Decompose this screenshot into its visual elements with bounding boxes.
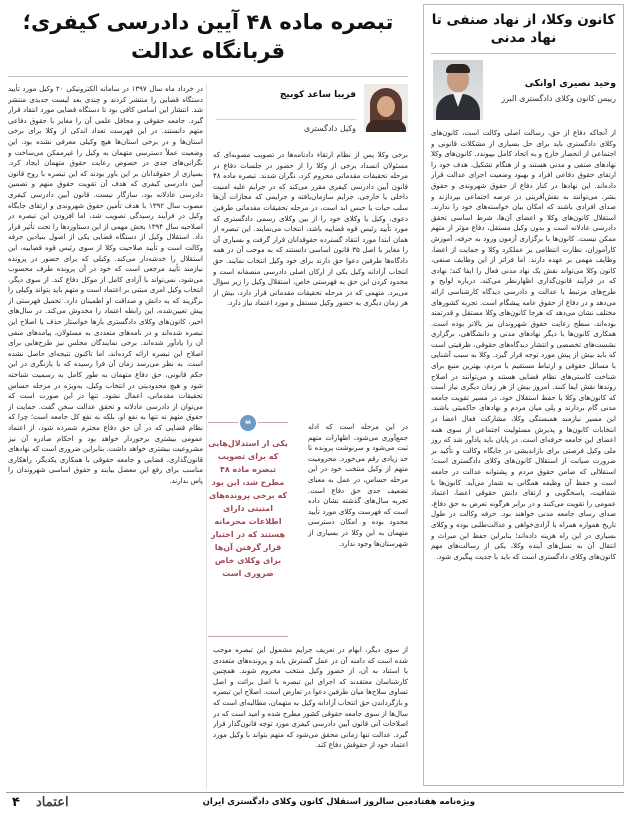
author-photo [364, 84, 408, 132]
article-body-left: در خرداد ماه سال ۱۳۹۷ در سامانه الکترونیکی ۲۰ وکیل مورد تأیید دستگاه قضایی را منتشر کردند و چندی بعد لیست جدیدی منتشر شد. انتشار این اسامی کافی بود تا دستگاه قضایی مورد انتقاد قرار گیرد. جامعه حقوقی و محافل علمی آن را مغایر با حقوق دفاعی متهم دانستند. در این فهرست تعداد اندکی از وکلا برای برخی استان‌ها و در برخی استان‌ها هیچ وکیلی معرفی نشده بود. این وضعیت عملاً دسترسی متهمان به وکیل را غیرممکن می‌ساخت و نگرانی‌های جدی در خصوص رعایت حقوق متهمان ایجاد کرد. بسیاری از حقوقدانان بر این باور بودند که این تبصره با روح قانون آیین دادرسی کیفری که هدف آن تقویت حقوق متهم و تضمین دادرسی عادلانه بود، سازگار نیست. قانون آیین دادرسی کیفری مصوب سال ۱۳۹۲ با هدف تأمین حقوق شهروندی و ارتقای جایگاه وکیل در فرآیند رسیدگی تصویب شد، اما افزودن این تبصره در اصلاحیه سال ۱۳۹۴ بخش مهمی از این دستاوردها را تحت تأثیر قرار داد. استقلال وکیل از دستگاه قضایی یکی از اصول بنیادین حرفه وکالت است و تأیید صلاحیت وکلا از سوی رئیس قوه قضاییه، این استقلال را خدشه‌دار می‌کند. وکیلی که برای حضور در پرونده نیازمند تأیید مرجعی است که خود در آن پرونده طرف محسوب می‌شود، نمی‌تواند با آزادی کامل از موکل دفاع کند. از سوی دیگر، انتخاب وکیل امری مبتنی بر اعتماد است و متهم باید بتواند وکیلی را برگزیند که به دانش و صداقت او اطمینان دارد. تحمیل فهرستی از پیش تعیین‌شده، این رابطه اعتماد را مخدوش می‌کند. در سال‌های اخیر، کانون‌های وکلای دادگستری بارها خواستار حذف یا اصلاح این تبصره شده‌اند و در نامه‌های متعددی به مسئولان، پیامدهای منفی آن را یادآور شده‌اند. برخی نمایندگان مجلس نیز طرح‌هایی برای اصلاح این تبصره ارائه کرده‌اند، اما تاکنون نتیجه‌ای حاصل نشده است. به نظر می‌رسد زمان آن فرا رسیده که با بازنگری در این حکم قانونی، حق دفاع متهمان به طور کامل به رسمیت شناخته شود و هیچ محدودیتی در انتخاب وکیل، به‌ویژه در مرحله حساس تحقیقات مقدماتی، اعمال نشود. تنها در این صورت است که می‌توان از دادرسی عادلانه و تحقق عدالت سخن گفت. حمایت از حقوق متهم نه تنها به نفع او، بلکه به نفع کل جامعه است؛ چرا که نظام قضایی که در آن حق دفاع محترم شمرده شود، از اعتماد عمومی بیشتری برخوردار خواهد بود و احکام صادره آن نیز مشروعیت بیشتری خواهد داشت. بنابراین ضروری است که نهادهای قانون‌گذاری، قضایی و جامعه حقوقی با همکاری یکدیگر، راهکاری مناسب برای رفع این معضل بیابند و حقوق اساسی شهروندان را پاس بدارند. [8, 85, 203, 485]
author-photo [433, 60, 483, 120]
byline-divider [216, 119, 356, 120]
article-body-bottom: از سوی دیگر، ابهام در تعریف جرایم مشمول این تبصره موجب شده است که دامنه آن در عمل گسترش یابد و پرونده‌های متعددی با استناد به آن، از حضور وکیل منتخب محروم شوند. همچنین کارشناسان معتقدند که اجرای این تبصره با اصل برائت و اصل تساوی سلاح‌ها میان طرفین دعوا در تعارض است. اصلاح این تبصره و بازگرداندن حق انتخاب آزادانه وکیل به متهمان، مطالبه‌ای است که سال‌ها از سوی جامعه حقوقی کشور مطرح شده و امید است که در اصلاحات آتی قانون آیین دادرسی کیفری مورد توجه قانون‌گذار قرار گیرد. عدالت تنها زمانی محقق می‌شود که متهم بتواند با وکیل مورد اعتماد خود از حقوقش دفاع کند. [213, 646, 408, 750]
opinion-column [423, 4, 624, 786]
opinion-title: کانون وکلا، از نهاد صنفی تا نهاد مدنی [431, 12, 616, 46]
author-name: فریبا ساعد کوبیج [279, 90, 356, 100]
page-number: ۴ [12, 795, 20, 810]
main-headline: تبصره ماده ۴۸ آیین دادرسی کیفری؛ قربانگاه عدالت [22, 10, 394, 63]
publication-name: ویژه‌نامه هفتادمین سالروز استقلال کانون وکلای دادگستری ایران [202, 797, 475, 807]
main-byline [213, 84, 408, 146]
quote-icon: ❝ [238, 413, 258, 433]
headline-divider [8, 76, 408, 77]
author-role: رییس کانون وکلای دادگستری البرز [501, 94, 616, 103]
pull-quote [208, 418, 288, 637]
newspaper-logo: اعتماد [36, 795, 69, 810]
title-divider [431, 53, 616, 54]
opinion-body: از آنجاکه دفاع از حق، رسالت اصلی وکالت است، کانون‌های وکلای دادگستری باید برای حل بسیاری از مشکلات قانونی و اجتماعی از انحصار خارج و به اتحاد کامل بپیوندد. کانون‌های وکلا نهادهای صنفی و مدنی هستند و از هنگام تشکیل، هدف خود را ارتقای حقوق دفاعی افراد و بهبود وضعیت اجرای عدالت قرار داده‌اند. این نهادها در کنار دفاع از حقوق شهروندی و حقوق بشر، می‌توانند به نقش‌آفرینی در عرصه اجتماعی بپردازند و صدای افرادی باشند که امکان بیان خواسته‌های خود را ندارند. استقلال کانون‌های وکلا و اعضای آن‌ها، شرط اساسی تحقق دادرسی عادلانه است و بدون وکیل مستقل، دفاع مؤثر از متهم ممکن نیست. کانون‌ها با برگزاری آزمون ورود به حرفه، آموزش کارآموزان، نظارت انتظامی بر عملکرد وکلا و حمایت از اعضا، وظایف مهمی بر عهده دارند. اما فراتر از این وظایف صنفی، کانون وکلا می‌تواند نقش یک نهاد مدنی فعال را ایفا کند؛ نهادی که در فرآیند قانون‌گذاری اظهارنظر می‌کند، درباره لوایح و طرح‌های مرتبط با عدالت و دادرسی دیدگاه کارشناسی ارائه می‌دهد و در دفاع از حقوق عامه پیشگام است. تجربه کشورهای مختلف نشان می‌دهد که هرجا کانون‌های وکلا مستقل و قدرتمند بوده‌اند، سطح رعایت حقوق شهروندان نیز بالاتر بوده است. همکاری کانون‌ها با دیگر نهادهای مدنی و دانشگاهی، برگزاری نشست‌های تخصصی و انتشار دیدگاه‌های حقوقی، ظرفیتی است که باید بیش از پیش مورد توجه قرار گیرد. وکلا به سبب آشنایی با مسائل حقوقی و ارتباط مستقیم با مردم، بهترین منبع برای شناخت کاستی‌های نظام قضایی هستند و می‌توانند در اصلاح روندها نقش ایفا کنند. امروز بیش از هر زمان دیگری نیاز است که کانون‌های وکلا با حفظ استقلال خود، در مسیر تقویت جامعه مدنی گام بردارند و پلی میان مردم و نهادهای حاکمیتی باشند. این مسیر نیازمند همبستگی وکلا، مشارکت فعال اعضا در انتخابات کانون‌ها و پذیرش مسئولیت اجتماعی از سوی همه اعضای این جامعه حرفه‌ای است. در پایان باید یادآور شد که روز ملی وکیل فرصتی برای بازاندیشی در جایگاه وکالت و تأکید بر ضرورت صیانت از استقلال کانون‌های وکلای دادگستری است؛ استقلالی که ضامن حقوق مردم و پشتوانه عدالت در جامعه است و حفظ آن وظیفه همگانی به شمار می‌آید. کانون‌ها با شفافیت، پاسخگویی و ارتقای دانش حقوقی اعضا، اعتماد عمومی را تقویت می‌کنند و در برابر هرگونه تعرض به حق دفاع، صدای رسای جامعه مدنی خواهند بود. حرفه وکالت در طول تاریخ همواره همراه با آزادی‌خواهی و عدالت‌طلبی بوده و وکلای بسیاری در این راه هزینه داده‌اند؛ بنابراین حفظ این میراث و انتقال آن به نسل‌های آینده وکلا، یکی از رسالت‌های مهم کانون‌های وکلای دادگستری است که باید با جدیت پیگیری شود. [431, 129, 616, 561]
author-role: وکیل دادگستری [303, 124, 356, 133]
footer-divider [6, 792, 624, 793]
author-byline [431, 60, 616, 120]
pull-quote-text: یکی از استدلال‌هایی که برای تصویب تبصره ماده ۴۸ مطرح شد، این بود که برخی پرونده‌های امنیتی دارای اطلاعات محرمانه هستند که در اختیار قرار گرفتن آن‌ها برای وکلای خاص ضروری است [208, 439, 288, 578]
article-body-mid: در این مرحله است که ادله جمع‌آوری می‌شود، اظهارات متهم ثبت می‌شود و سرنوشت پرونده تا حد زیادی رقم می‌خورد. محرومیت متهم از وکیل منتخب خود در این مرحله حساس، در عمل به معنای تضعیف جدی حق دفاع است. تجربه سال‌های گذشته نشان داده است که فهرست وکلای مورد تأیید محدود بوده و امکان دسترسی متهمان به این وکلا در بسیاری از شهرستان‌ها وجود ندارد. [308, 423, 408, 548]
author-name: وحید نصیری اوانکی [524, 78, 616, 89]
article-body-top: برخی وکلا پس از نظام ارتقاء دادنامه‌ها در تصویب مصوبه‌ای که مسئولان انسداد برخی از وکلا را از حضور در جلسات دفاع در مرحله تحقیقات مقدماتی محروم کرد، نگران شدند. تبصره ماده ۴۸ قانون آیین دادرسی کیفری مقرر می‌کند که در جرایم علیه امنیت داخلی یا خارجی، جرایم سازمان‌یافته و جرایمی که مجازات آن‌ها سلب حیات یا حبس ابد است، در مرحله تحقیقات مقدماتی طرفین دعوی، وکیل یا وکلای خود را از بین وکلای رسمی دادگستری که مورد تأیید رئیس قوه قضاییه باشد، انتخاب می‌نمایند. این تبصره از همان ابتدا مورد انتقاد گسترده حقوقدانان قرار گرفت و بسیاری آن را مغایر با اصل ۳۵ قانون اساسی دانستند که به موجب آن در همه دادگاه‌ها طرفین دعوا حق دارند برای خود وکیل انتخاب نمایند. حق انتخاب آزادانه وکیل یکی از ارکان اصلی دادرسی منصفانه است و محدود کردن این حق به فهرستی خاص، استقلال وکیل را زیر سؤال می‌برد. متهمی که در مرحله تحقیقات مقدماتی قرار دارد، بیش از هر زمان دیگری به حضور وکیل مستقل و مورد اعتماد نیاز دارد. [213, 151, 408, 308]
column-divider [206, 84, 207, 789]
